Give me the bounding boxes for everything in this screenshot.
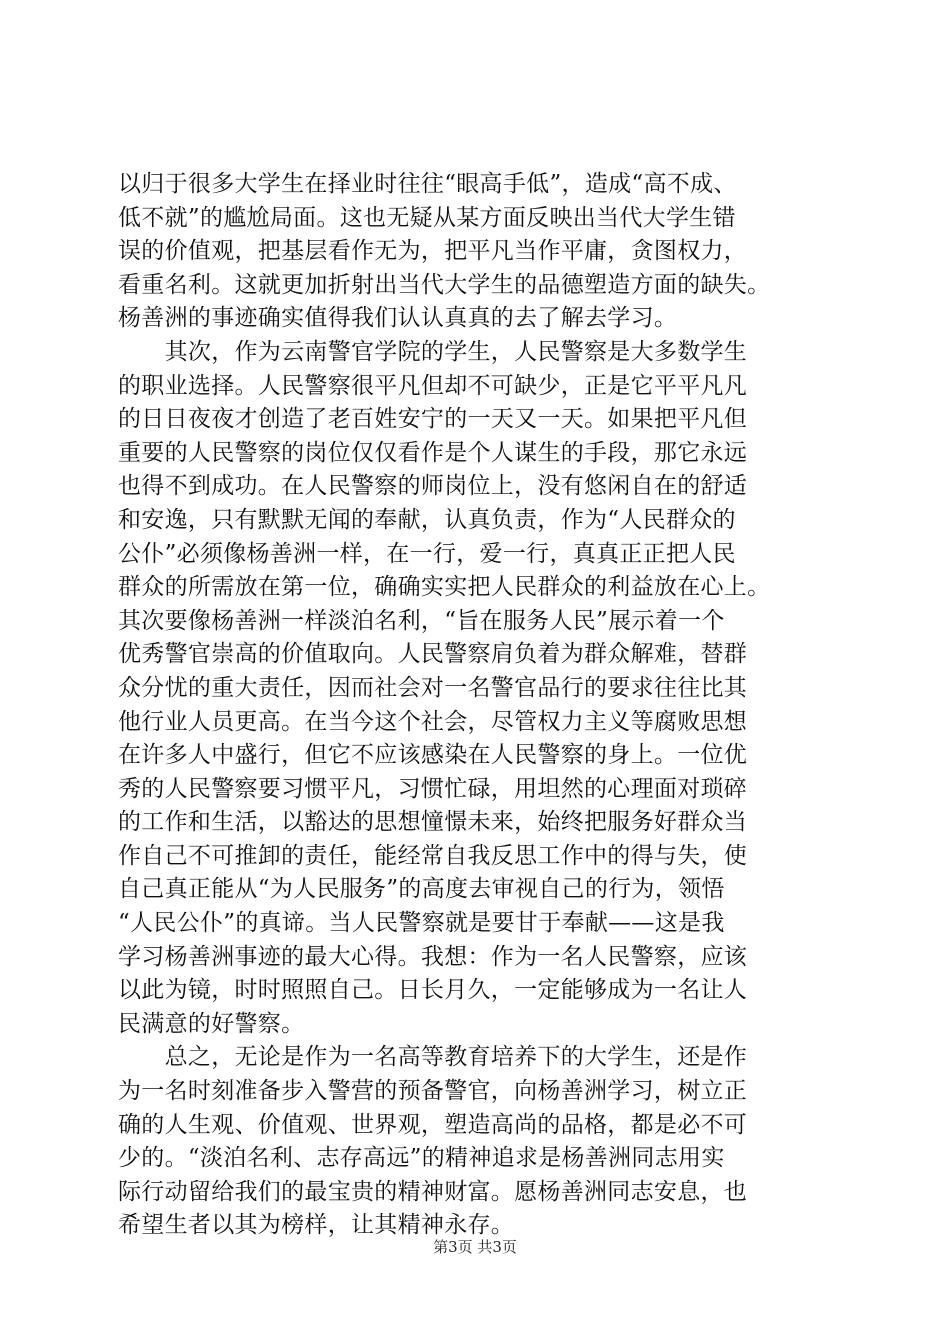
text-line: 的职业选择。人民警察很平凡但却不可缺少，正是它平平凡凡 [118, 372, 748, 399]
text-line: 秀的人民警察要习惯平凡，习惯忙碌，用坦然的心理面对琐碎 [118, 775, 748, 802]
text-line: 际行动留给我们的最宝贵的精神财富。愿杨善洲同志安息，也 [118, 1178, 748, 1205]
text-line: 众分忧的重大责任，因而社会对一名警官品行的要求往往比其 [118, 674, 748, 701]
text-line: 确的人生观、价值观、世界观，塑造高尚的品格，都是必不可 [118, 1111, 748, 1138]
text-line: 低不就”的尴尬局面。这也无疑从某方面反映出当代大学生错 [118, 204, 736, 231]
text-line: 学习杨善洲事迹的最大心得。我想：作为一名人民警察，应该 [118, 943, 748, 970]
text-line: 总之，无论是作为一名高等教育培养下的大学生，还是作 [118, 1044, 748, 1071]
text-line: 希望生者以其为榜样，让其精神永存。 [118, 1212, 515, 1239]
text-line: 以归于很多大学生在择业时往往“眼高手低”，造成“高不成、 [118, 171, 737, 197]
text-line: 误的价值观，把基层看作无为，把平凡当作平庸，贪图权力， [118, 238, 748, 265]
text-line: 其次，作为云南警官学院的学生，人民警察是大多数学生 [118, 338, 748, 365]
text-line: 少的。“淡泊名利、志存高远”的精神追求是杨善洲同志用实 [118, 1145, 725, 1172]
text-line: 杨善洲的事迹确实值得我们认认真真的去了解去学习。 [118, 305, 678, 332]
text-line: 自己真正能从“为人民服务”的高度去审视自己的行为，领悟 [118, 876, 725, 903]
text-line: 看重名利。这就更加折射出当代大学生的品德塑造方面的缺失。 [118, 271, 771, 298]
text-line: 和安逸，只有默默无闻的奉献，认真负责，作为“人民群众的 [118, 506, 736, 533]
text-line: 公仆”必须像杨善洲一样，在一行，爱一行，真真正正把人民 [118, 540, 736, 567]
text-line: 的工作和生活，以豁达的思想憧憬未来，始终把服务好群众当 [118, 809, 748, 836]
text-line: 重要的人民警察的岗位仅仅看作是个人谋生的手段，那它永远 [118, 439, 748, 466]
body-text [118, 168, 838, 1243]
text-line: 他行业人员更高。在当今这个社会，尽管权力主义等腐败思想 [118, 708, 748, 735]
text-line: “人民公仆”的真谛。当人民警察就是要甘于奉献——这是我 [118, 910, 725, 937]
text-line: 作自己不可推卸的责任，能经常自我反思工作中的得与失，使 [118, 842, 748, 869]
text-line: 民满意的好警察。 [118, 1010, 305, 1037]
text-line: 群众的所需放在第一位，确确实实把人民群众的利益放在心上。 [118, 574, 771, 601]
text-line: 其次要像杨善洲一样淡泊名利，“旨在服务人民”展示着一个 [118, 607, 725, 634]
text-line: 的日日夜夜才创造了老百姓安宁的一天又一天。如果把平凡但 [118, 406, 748, 433]
text-line: 也得不到成功。在人民警察的师岗位上，没有悠闲自在的舒适 [118, 473, 748, 500]
text-line: 在许多人中盛行，但它不应该感染在人民警察的身上。一位优 [118, 742, 748, 769]
text-line: 以此为镜，时时照照自己。日长月久，一定能够成为一名让人 [118, 977, 748, 1004]
text-line: 优秀警官崇高的价值取向。人民警察肩负着为群众解难，替群 [118, 641, 748, 668]
text-line: 为一名时刻准备步入警营的预备警官，向杨善洲学习，树立正 [118, 1078, 748, 1105]
page-footer: 第3页 共3页 [433, 1238, 517, 1256]
